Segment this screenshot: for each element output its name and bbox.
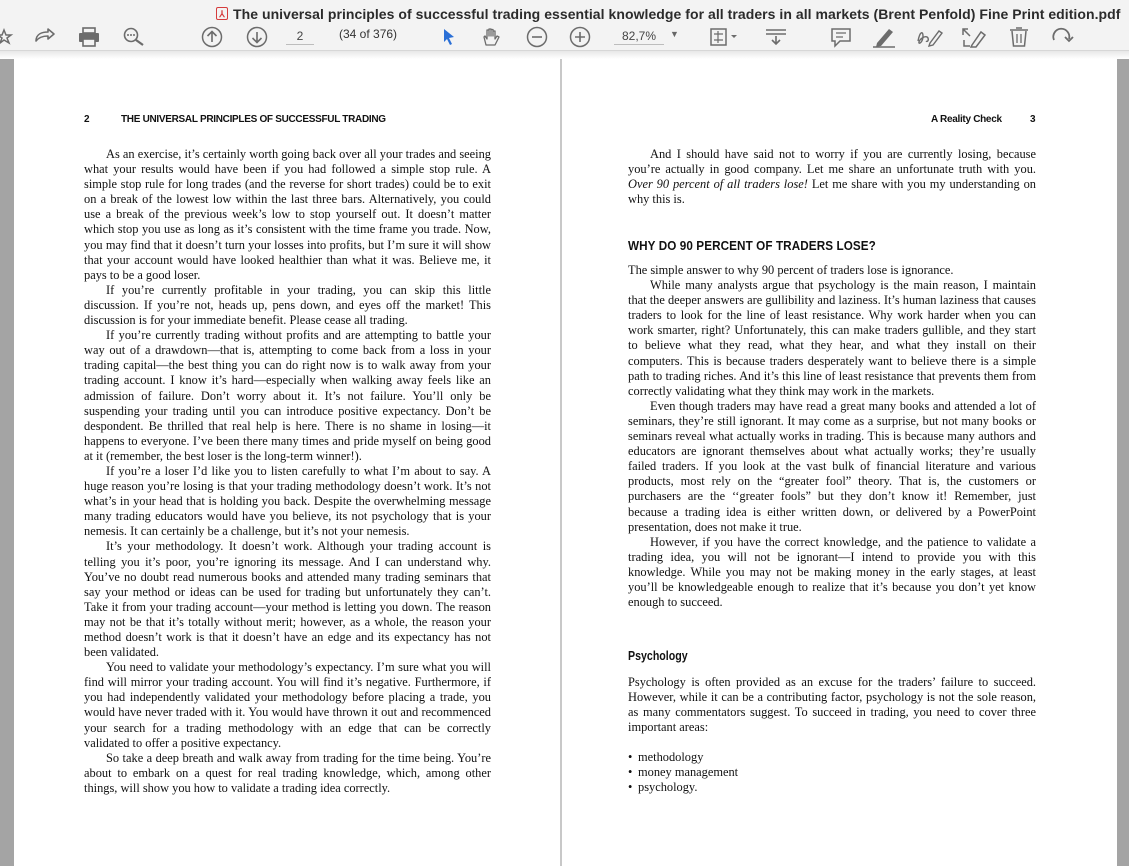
rotate-icon[interactable] [1049,26,1075,48]
paragraph: If you’re currently profitable in your trading, you can skip this little discussion. If you’re not, heads up, pens down, and eyes off the market! This discussion is for your immediate benefit. Please cease all trading. [84,282,491,328]
comment-icon[interactable] [828,26,854,48]
zoom-dropdown-caret-icon[interactable]: ▼ [670,29,679,39]
bullet-list [628,750,1036,795]
pdf-page-left [14,59,560,866]
bullet-list-block [628,750,1036,795]
highlight-pen-icon[interactable] [871,26,897,48]
paragraph: You need to validate your methodology’s expectancy. I’m sure what you will find will mirror your trading account. You will find it’s negative. Furthermore, if you had independently validated your methodology before placing a trade, you would have never traded with it. You would have thrown it out and recommenced your search for a trading methodology with an edge that can be correctly validated to offer a positive expectancy. [84,660,491,750]
sign-icon[interactable] [914,26,944,48]
psychology-body [628,675,1036,735]
pdf-file-icon: ⅄ [216,7,228,20]
paragraph: Even though traders may have read a great many books and attended a lot of seminars, they’re still ignorant. It may come as a surprise, but not many books or seminars reveal what actually works in trading. This is because many authors and educators are ignorant themselves about what actually works; they’re usually failed traders. If you look at the vast bulk of financial literature and various products, most rely on the “greater fool” theory. That is, the customers or purchasers are the ‘‘greater fools” but they don’t know it! Remember, just because a trading idea is either written down, or delivered by a PowerPoint presentation, does not make it true. [628,398,1036,534]
intro-text-end: Let me share with you my understanding on why this is. [628,177,1036,207]
toolbar-shadow [0,51,1129,59]
hand-tool-icon[interactable] [479,26,505,48]
paragraph: As an exercise, it’s certainly worth going back over all your trades and seeing what your results would have been if you had followed a simple stop rule. A simple stop rule for long trades (and the reverse for short trades) could be to exit on a break of the lowest low within the last three bars. Alternatively, you could use a break of the previous week’s low to stop yourself out. It doesn’t matter which stop you use as long as it’s consistent with the time frame you trade. Now, you may find that it doesn’t turn your losses into profits, but I’m sure it will show that your account would have looked healthier than what it was. Believe me, it pays to be a good loser. [84,147,491,282]
list-item: • money management [628,765,1036,780]
intro-paragraph [628,147,1036,207]
fit-page-icon[interactable] [708,26,738,48]
paragraph: The simple answer to why 90 percent of traders lose is ignorance. [628,263,954,277]
paragraph: Psychology is often provided as an excuse for the traders’ failure to succeed. However, while it can be a contributing factor, psychology is not the sole reason, as many commentators suggest. To succeed in trading, you need to cover three important areas: [628,675,1036,735]
toolbar [0,26,1129,51]
intro-text: And I should have said not to worry if you are currently losing, because you’re actually in good company. Let me share an unfortunate truth with you. [628,147,1036,177]
page-number: 2 [84,114,90,125]
delete-trash-icon[interactable] [1006,26,1032,48]
paragraph: If you’re a loser I’d like you to listen carefully to what I’m about to say. A huge reason you’re losing is that your trading methodology doesn’t work. It’s not what’s in your head that is holding you back. Despite the overwhelming message many trading educators would have you believe, its not psychology that is your nemesis. It can certainly be a challenge, but it’s not your nemesis. [84,463,491,539]
section-heading: WHY DO 90 PERCENT OF TRADERS LOSE? [628,238,876,253]
paragraph: However, if you have the correct knowledge, and the patience to validate a trading idea, you will not be ignorant—I intend to provide you with this knowledge. While you may not be making money in the early stages, at least you’ll be knowledgeable enough to realize that it’s because you don’t yet know enough to succeed. [628,534,1036,610]
paragraph: It’s your methodology. It doesn’t work. Although your trading account is telling you it’s poor, you’re ignoring its message. And I can understand why. You’ve no doubt read numerous books and attended many trading seminars that say your method or ideas can be used for trading but unfortunately they can’t. Take it from your trading account—your method is letting you down. The reason may not be that it’s totally without merit; however, as a whole, the reason your method doesn’t work is that it doesn’t have an edge and its expectancy has not been validated. [84,539,491,660]
document-title: The universal principles of successful trading essential knowledge for all traders in all markets (Brent Penfold) Fine Print edition.pdf [233,5,1121,22]
zoom-level-input[interactable] [614,28,664,45]
list-item: • psychology. [628,780,1036,795]
intro-block [628,147,1036,207]
edit-text-icon[interactable] [958,26,988,48]
pdf-page-right [562,59,1117,866]
previous-page-icon[interactable] [200,26,224,48]
scroll-mode-icon[interactable] [763,26,789,48]
intro-emphasis: Over 90 percent of all traders lose! [628,177,808,192]
share-icon[interactable] [32,26,58,48]
subsection-heading: Psychology [628,649,688,663]
search-icon[interactable] [120,26,148,48]
paragraph: If you’re currently trading without profits and are attempting to battle your way out of a drawdown—that is, attempting to come back from a loss in your trading capital—the best thing you can do right now is to walk away from your trading account. I know it’s hard—especially when walking away feels like an admission of failure. Don’t worry about it. It’s not failure. You’ll only be suspending your trading until you can introduce positive expectancy. Don’t be despondent. Be thrilled that real help is here. There is no shame in losing—it happens to everyone. I’ve been there many times and pride myself on being good at it (remember, the best loser is the long-term winner!). [84,328,491,463]
paragraph: While many analysts argue that psychology is the main reason, I maintain that the deeper answers are gullibility and laziness. It’s human laziness that causes traders to look for the line of least resistance. Why work harder when you can work smarter, right? Unfortunately, this can make traders gullible, and they start to believe what they read, what they hear, and what they install on their computers. This is because traders desperately want to believe there is a simple path to trading riches. And it’s this line of least resistance that prevents them from correctly validating what they think may work in the markets. [628,278,1036,398]
page-body [84,147,491,796]
print-icon[interactable] [76,26,102,48]
running-head: A Reality Check [931,114,1002,125]
window-title [216,5,1120,22]
bookmark-star-icon[interactable] [0,26,18,48]
list-item: • methodology [628,750,1036,765]
page-count: (34 of 376) [339,27,398,41]
running-head: THE UNIVERSAL PRINCIPLES OF SUCCESSFUL TRADING [121,114,386,125]
next-page-icon[interactable] [245,26,269,48]
select-tool-icon[interactable] [440,26,458,48]
title-bar [0,0,1129,26]
page-number: 3 [1030,114,1036,125]
document-viewport[interactable] [0,59,1129,866]
page-number-input[interactable] [286,28,314,45]
zoom-out-icon[interactable] [525,26,549,48]
zoom-in-icon[interactable] [568,26,592,48]
paragraph: So take a deep breath and walk away from trading for the time being. You’re about to embark on a quest for real trading knowledge, which, among other things, will show you how to validate a trading idea correctly. [84,750,491,795]
section-body [628,263,1036,610]
